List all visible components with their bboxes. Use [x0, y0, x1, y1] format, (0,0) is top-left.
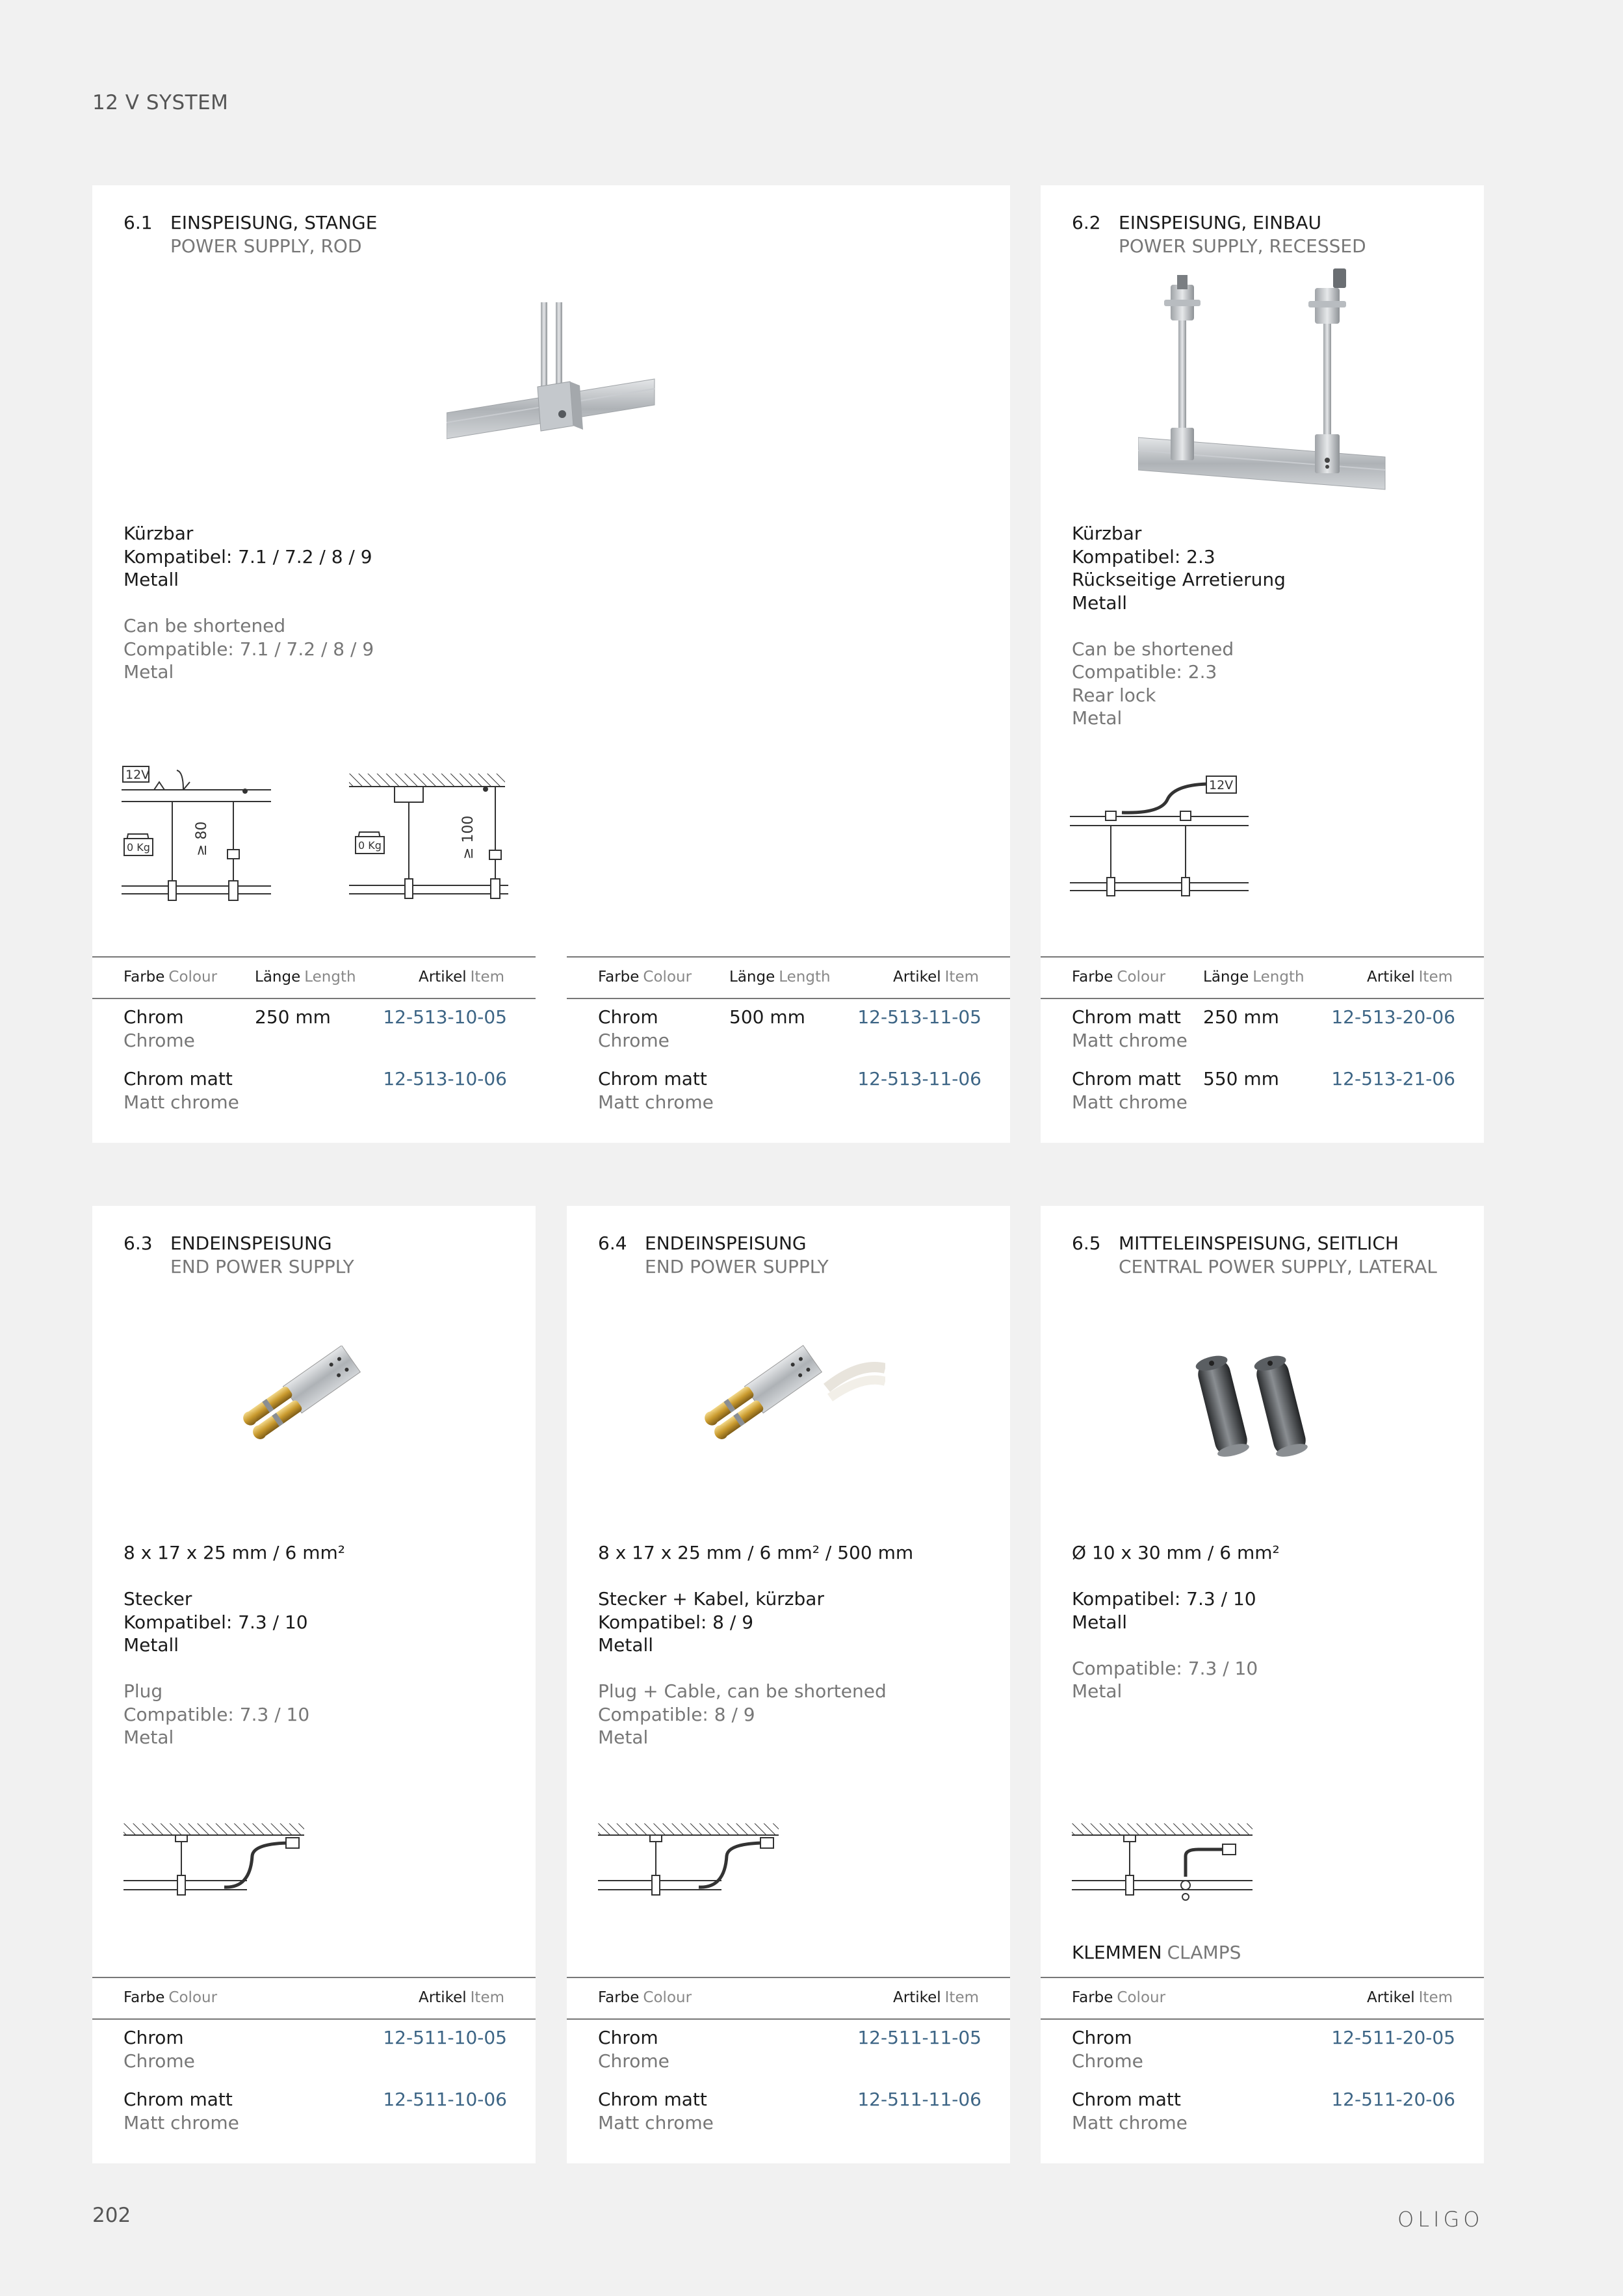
product-image-recessed-power-supply [1138, 268, 1388, 493]
diagram-label-12v: 12V [1209, 778, 1234, 792]
colour-en: Matt chrome [1072, 1091, 1188, 1113]
property-de: Kompatibel: 7.1 / 7.2 / 8 / 9 [123, 545, 372, 567]
property-de: Stecker [123, 1588, 192, 1610]
mounting-diagram-recessed [1070, 774, 1265, 913]
section-number: 6.1 [123, 212, 153, 233]
colour-header-en: Colour [643, 1989, 692, 2006]
properties [598, 1541, 913, 1749]
property-de: Metall [1072, 1611, 1128, 1633]
item-header: Artikel [893, 969, 941, 985]
colour-en: Matt chrome [123, 1091, 239, 1113]
property-de: Kürzbar [1072, 523, 1142, 544]
property-en: Metal [123, 661, 174, 683]
property-de: Stecker + Kabel, kürzbar [598, 1588, 824, 1610]
item-header: Artikel [1367, 969, 1415, 985]
section-number: 6.5 [1072, 1233, 1101, 1254]
dimensions: Ø 10 x 30 mm / 6 mm² [1072, 1542, 1280, 1563]
length-header: Länge [255, 969, 301, 985]
diagram-label-ge100: ≥ 100 [460, 815, 476, 859]
section-title-de: ENDEINSPEISUNG [645, 1233, 807, 1254]
property-en: Metal [123, 1727, 174, 1748]
clamps-label-en: CLAMPS [1167, 1942, 1241, 1963]
length: 550 mm [1203, 1068, 1279, 1089]
item-number[interactable]: 12-513-11-06 [857, 1068, 981, 1089]
property-de: Rückseitige Arretierung [1072, 569, 1286, 590]
table-header [1041, 956, 1484, 999]
colour-header-en: Colour [1117, 1989, 1166, 2006]
property-de: Metall [1072, 592, 1128, 614]
table-header [567, 1977, 1010, 2020]
item-number[interactable]: 12-511-10-06 [383, 2089, 507, 2110]
section-number: 6.2 [1072, 212, 1101, 233]
colour-header: Farbe [1072, 969, 1113, 985]
colour-de: Chrom matt [598, 1068, 707, 1089]
item-header-en: Item [1418, 969, 1453, 985]
table-row [598, 1067, 981, 1114]
colour-en: Chrome [123, 1030, 195, 1051]
section-title-en: CENTRAL POWER SUPPLY, LATERAL [1119, 1256, 1437, 1277]
property-en: Plug + Cable, can be shortened [598, 1680, 887, 1702]
properties [123, 1541, 345, 1749]
length-header: Länge [729, 969, 775, 985]
table-header [92, 956, 536, 999]
item-header: Artikel [893, 1989, 941, 2006]
colour-header: Farbe [123, 969, 165, 985]
product-image-end-plug [235, 1346, 378, 1450]
section-title-de: ENDEINSPEISUNG [170, 1233, 332, 1254]
property-en: Metal [598, 1727, 649, 1748]
item-number[interactable]: 12-511-11-06 [857, 2089, 981, 2110]
property-de: Kompatibel: 7.3 / 10 [1072, 1588, 1256, 1610]
colour-de: Chrom matt [598, 2089, 707, 2110]
page-number: 202 [92, 2204, 131, 2227]
item-number[interactable]: 12-513-10-06 [383, 1068, 507, 1089]
length-header: Länge [1203, 969, 1249, 985]
property-en: Plug [123, 1680, 163, 1702]
page-header: 12 V SYSTEM [92, 91, 229, 114]
table-row [123, 2026, 507, 2073]
property-en: Can be shortened [1072, 638, 1234, 660]
colour-en: Chrome [1072, 2050, 1143, 2072]
table-row [1072, 2026, 1455, 2073]
colour-de: Chrom [123, 1006, 184, 1028]
item-header-en: Item [944, 1989, 979, 2006]
item-number[interactable]: 12-511-20-05 [1331, 2027, 1455, 2048]
colour-header: Farbe [123, 1989, 165, 2006]
item-number[interactable]: 12-513-11-05 [857, 1006, 981, 1028]
colour-en: Matt chrome [123, 2112, 239, 2133]
property-en: Rear lock [1072, 684, 1156, 706]
colour-de: Chrom [123, 2027, 184, 2048]
property-de: Kompatibel: 8 / 9 [598, 1611, 754, 1633]
property-en: Can be shortened [123, 615, 286, 636]
colour-header-en: Colour [643, 969, 692, 985]
table-row [1072, 1006, 1455, 1052]
colour-header: Farbe [1072, 1989, 1113, 2006]
mounting-diagram-end-plug [123, 1823, 312, 1908]
section-title-de: EINSPEISUNG, STANGE [170, 212, 378, 233]
table-row [598, 2026, 981, 2073]
item-number[interactable]: 12-511-11-05 [857, 2027, 981, 2048]
product-image-rod-power-supply [447, 302, 661, 458]
mounting-diagram-rod-12v [122, 764, 297, 913]
mounting-diagram-lateral [1072, 1823, 1260, 1908]
card-6-5 [1041, 1206, 1484, 2163]
section-title-en: END POWER SUPPLY [645, 1256, 829, 1277]
table-header [567, 956, 1010, 999]
brand-logo: OLIGO [1397, 2207, 1484, 2232]
colour-en: Chrome [123, 2050, 195, 2072]
colour-header: Farbe [598, 1989, 640, 2006]
colour-en: Matt chrome [598, 1091, 714, 1113]
property-en: Compatible: 7.3 / 10 [123, 1703, 310, 1725]
diagram-label-kg: 0 Kg [358, 839, 382, 852]
item-header: Artikel [419, 1989, 467, 2006]
properties [1072, 1541, 1280, 1703]
colour-de: Chrom [598, 1006, 658, 1028]
properties [1072, 522, 1286, 730]
colour-de: Chrom matt [123, 2089, 233, 2110]
section-number: 6.3 [123, 1233, 153, 1254]
item-header: Artikel [1367, 1989, 1415, 2006]
table-row [598, 1006, 981, 1052]
property-de: Kürzbar [123, 523, 194, 544]
colour-en: Matt chrome [598, 2112, 714, 2133]
colour-en: Chrome [598, 1030, 669, 1051]
card-6-2 [1041, 185, 1484, 1143]
card-6-3 [92, 1206, 536, 2163]
dimensions: 8 x 17 x 25 mm / 6 mm² / 500 mm [598, 1542, 914, 1563]
property-en: Metal [1072, 707, 1123, 729]
table-row [123, 2088, 507, 2135]
item-number[interactable]: 12-513-20-06 [1331, 1006, 1455, 1028]
item-header-en: Item [470, 969, 504, 985]
product-image-lateral-clamps [1190, 1349, 1320, 1466]
property-en: Metal [1072, 1680, 1123, 1702]
section-title-en: END POWER SUPPLY [170, 1256, 354, 1277]
property-de: Metall [123, 1634, 179, 1656]
colour-header: Farbe [598, 969, 640, 985]
item-number[interactable]: 12-511-10-05 [383, 2027, 507, 2048]
item-header-en: Item [944, 969, 979, 985]
length-header-en: Length [779, 969, 831, 985]
length: 500 mm [729, 1006, 805, 1028]
table-header [92, 1977, 536, 2020]
colour-header-en: Colour [1117, 969, 1166, 985]
properties [123, 522, 374, 684]
item-header-en: Item [470, 1989, 504, 2006]
section-title-de: EINSPEISUNG, EINBAU [1119, 212, 1321, 233]
card-6-4 [567, 1206, 1010, 2163]
property-en: Compatible: 7.1 / 7.2 / 8 / 9 [123, 638, 374, 660]
clamps-label-de: KLEMMEN [1072, 1942, 1162, 1963]
colour-de: Chrom matt [1072, 2089, 1181, 2110]
product-image-end-plug-cable [697, 1342, 885, 1453]
item-number[interactable]: 12-513-10-05 [383, 1006, 507, 1028]
colour-de: Chrom matt [123, 1068, 233, 1089]
property-de: Metall [598, 1634, 654, 1656]
table-header [1041, 1977, 1484, 2020]
colour-en: Matt chrome [1072, 1030, 1188, 1051]
item-header-en: Item [1418, 1989, 1453, 2006]
section-number: 6.4 [598, 1233, 627, 1254]
length: 250 mm [255, 1006, 331, 1028]
colour-de: Chrom matt [1072, 1006, 1181, 1028]
section-title-en: POWER SUPPLY, ROD [170, 235, 362, 257]
diagram-label-kg: 0 Kg [127, 841, 150, 854]
colour-header-en: Colour [168, 969, 218, 985]
length: 250 mm [1203, 1006, 1279, 1028]
section-title-de: MITTELEINSPEISUNG, SEITLICH [1119, 1233, 1399, 1254]
section-title-en: POWER SUPPLY, RECESSED [1119, 235, 1366, 257]
diagram-label-12v: 12V [125, 768, 150, 782]
property-de: Kompatibel: 7.3 / 10 [123, 1611, 308, 1633]
colour-en: Chrome [598, 2050, 669, 2072]
dimensions: 8 x 17 x 25 mm / 6 mm² [123, 1542, 345, 1563]
card-6-1 [92, 185, 1010, 1143]
item-number[interactable]: 12-513-21-06 [1331, 1068, 1455, 1089]
diagram-label-ge80: ≥ 80 [194, 821, 210, 856]
property-en: Compatible: 8 / 9 [598, 1703, 755, 1725]
mounting-diagram-rod-ceiling [349, 774, 525, 913]
length-header-en: Length [304, 969, 356, 985]
table-row [123, 1067, 507, 1114]
clamps-label [1072, 1942, 1241, 1963]
item-number[interactable]: 12-511-20-06 [1331, 2089, 1455, 2110]
table-row [598, 2088, 981, 2135]
table-row [123, 1006, 507, 1052]
table-row [1072, 1067, 1455, 1114]
table-row [1072, 2088, 1455, 2135]
colour-header-en: Colour [168, 1989, 218, 2006]
colour-en: Matt chrome [1072, 2112, 1188, 2133]
colour-de: Chrom [1072, 2027, 1132, 2048]
property-en: Compatible: 2.3 [1072, 661, 1217, 683]
mounting-diagram-end-plug-cable [598, 1823, 786, 1908]
property-de: Metall [123, 569, 179, 590]
colour-de: Chrom matt [1072, 1068, 1181, 1089]
length-header-en: Length [1253, 969, 1305, 985]
property-de: Kompatibel: 2.3 [1072, 545, 1215, 567]
colour-de: Chrom [598, 2027, 658, 2048]
property-en: Compatible: 7.3 / 10 [1072, 1657, 1258, 1679]
item-header: Artikel [419, 969, 467, 985]
